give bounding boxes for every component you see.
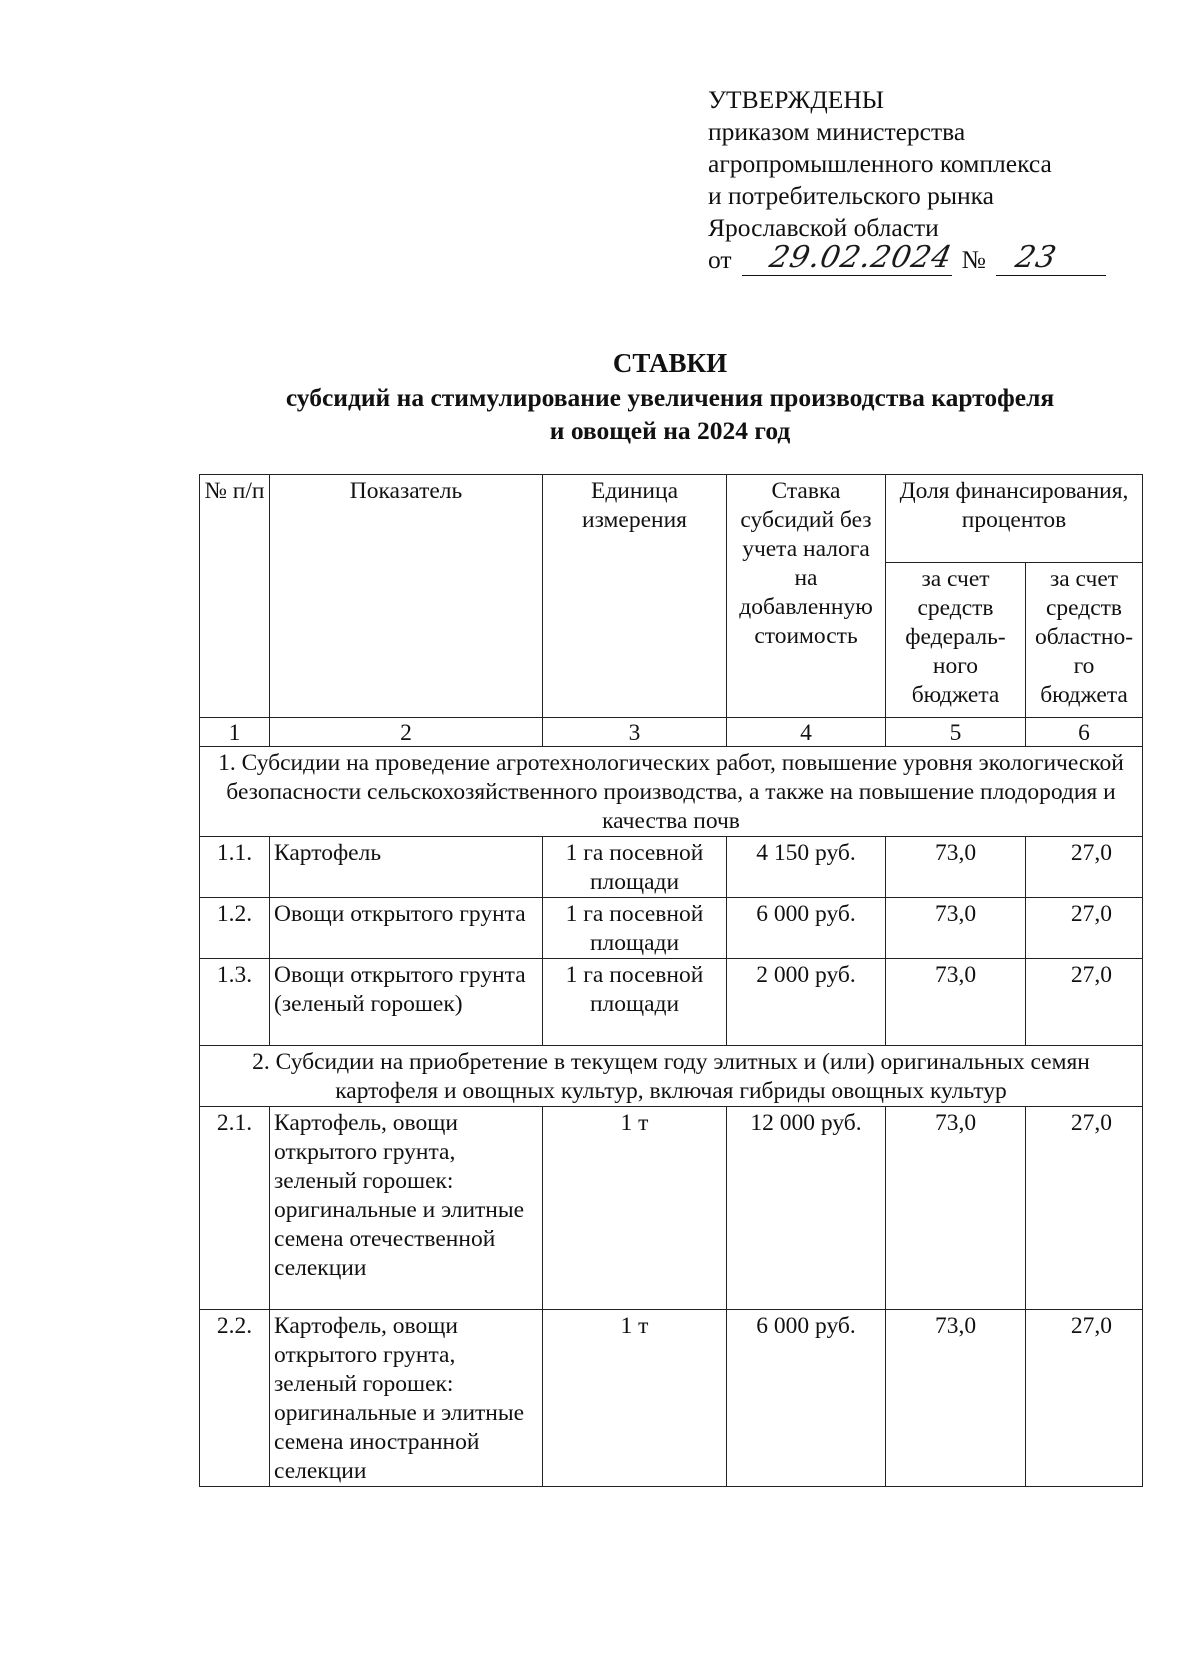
header-share: Доля финансирования, процентов [886, 475, 1143, 563]
section-title-2: 2. Субсидии на приобретение в текущем году элитных и (или) оригинальных семян картофеля и овощных культур, включая гибриды овощных культур [200, 1046, 1143, 1107]
row-federal: 73,0 [886, 959, 1026, 1046]
approval-line-order: приказом министерства [708, 117, 966, 146]
approval-line-ministry: агропромышленного комплекса [708, 149, 1052, 178]
approval-line-market: и потребительского рынка [708, 181, 995, 210]
row-indicator: Картофель, овощи открытого грунта, зеленый горошек: оригинальные и элитные семена отечественной селекции [270, 1107, 543, 1310]
row-regional: 27,0 [1026, 898, 1143, 959]
row-unit: 1 га посевной площади [543, 837, 727, 898]
column-number: 6 [1026, 718, 1143, 747]
row-indicator: Картофель, овощи открытого грунта, зеленый горошек: оригинальные и элитные семена иностранной селекции [270, 1310, 543, 1487]
row-unit: 1 т [543, 1310, 727, 1487]
header-rate: Ставка субсидий без учета налога на добавленную стоимость [727, 475, 886, 718]
column-number: 2 [270, 718, 543, 747]
row-num: 2.2. [200, 1310, 270, 1487]
row-unit: 1 га посевной площади [543, 959, 727, 1046]
document-title: СТАВКИ [612, 348, 728, 378]
row-regional: 27,0 [1026, 1310, 1143, 1487]
column-number-row [200, 718, 1143, 747]
approval-block [708, 84, 1108, 276]
column-number: 3 [543, 718, 727, 747]
row-regional: 27,0 [1026, 1107, 1143, 1310]
row-rate: 2 000 руб. [727, 959, 886, 1046]
row-unit: 1 га посевной площади [543, 898, 727, 959]
handwritten-date: 29.02.2024 [765, 240, 956, 275]
table-row [200, 837, 1143, 898]
row-federal: 73,0 [886, 837, 1026, 898]
handwritten-number-field [996, 240, 1106, 276]
row-rate: 4 150 руб. [727, 837, 886, 898]
section-title-1: 1. Субсидии на проведение агротехнологических работ, повышение уровня экологической безопасности сельскохозяйственного производства, а также на повышение плодородия и качества почв [200, 747, 1143, 837]
row-rate: 6 000 руб. [727, 898, 886, 959]
row-indicator: Картофель [270, 837, 543, 898]
column-number: 5 [886, 718, 1026, 747]
document-subtitle-line1: субсидий на стимулирование увеличения производства картофеля [285, 383, 1055, 412]
row-federal: 73,0 [886, 1310, 1026, 1487]
from-label: от [708, 245, 732, 274]
table-row [200, 959, 1143, 1046]
number-label: № [961, 245, 986, 274]
row-indicator: Овощи открытого грунта (зеленый горошек) [270, 959, 543, 1046]
approval-date-number-line [708, 240, 1108, 276]
table-row [200, 1107, 1143, 1310]
table-row [200, 1310, 1143, 1487]
header-regional: за счет средств областно-го бюджета [1026, 563, 1143, 718]
approval-line-region: Ярославской области [708, 213, 939, 242]
row-num: 1.1. [200, 837, 270, 898]
row-rate: 6 000 руб. [727, 1310, 886, 1487]
row-num: 1.3. [200, 959, 270, 1046]
row-rate: 12 000 руб. [727, 1107, 886, 1310]
handwritten-date-field [742, 240, 956, 276]
row-federal: 73,0 [886, 1107, 1026, 1310]
rates-table [199, 474, 1143, 1487]
row-unit: 1 т [543, 1107, 727, 1310]
row-regional: 27,0 [1026, 959, 1143, 1046]
column-number: 4 [727, 718, 886, 747]
document-subtitle-line2: и овощей на 2024 год [549, 416, 791, 445]
header-unit: Единица измерения [543, 475, 727, 718]
row-indicator: Овощи открытого грунта [270, 898, 543, 959]
approval-heading: УТВЕРЖДЕНЫ [708, 85, 884, 114]
row-regional: 27,0 [1026, 837, 1143, 898]
document-title-block [200, 346, 1140, 446]
header-federal: за счет средств федераль-ного бюджета [886, 563, 1026, 718]
row-num: 1.2. [200, 898, 270, 959]
row-federal: 73,0 [886, 898, 1026, 959]
column-number: 1 [200, 718, 270, 747]
section-row-1 [200, 747, 1143, 837]
table-row [200, 898, 1143, 959]
handwritten-number: 23 [1012, 240, 1060, 275]
section-row-2 [200, 1046, 1143, 1107]
header-num: № п/п [200, 475, 270, 718]
header-indicator: Показатель [270, 475, 543, 718]
row-num: 2.1. [200, 1107, 270, 1310]
header-row [200, 475, 1143, 563]
